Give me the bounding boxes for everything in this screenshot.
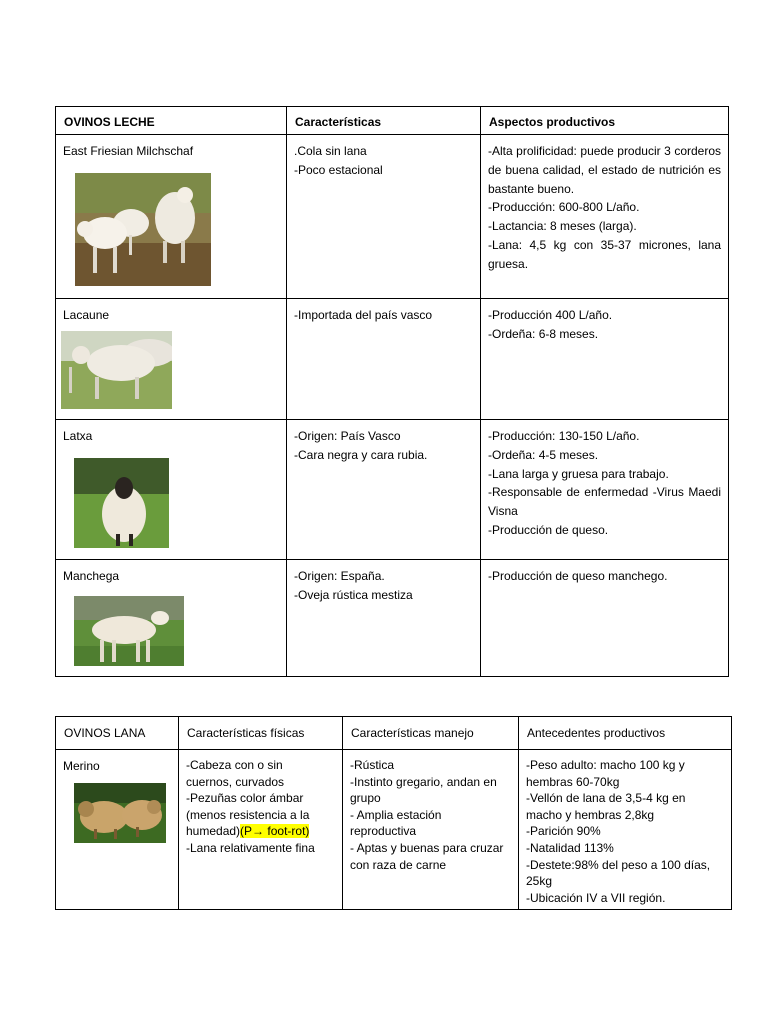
characteristic-item: -Origen: País Vasco [294,429,401,443]
productive-item: -Ordeña: 4-5 meses. [488,447,599,462]
productive-item: -Peso adulto: macho 100 kg y [526,758,685,772]
productive-item: -Lactancia: 8 meses (larga). [488,219,637,234]
productive-cell [481,299,729,420]
productive-cell [481,560,729,677]
productive-item: -Producción de queso. [488,522,609,537]
productive-item: -Ordeña: 6-8 meses. [488,326,599,341]
productive-item: -Lana larga y gruesa para trabajo. [488,466,669,481]
physical-item-text: humedad) [186,824,241,839]
productive-item: -Vellón de lana de 3,5-4 kg en [526,791,686,806]
management-item: grupo [350,791,381,806]
characteristics-cell [287,299,481,420]
highlighted-foot-rot: (P→ foot-rot) [240,824,310,839]
breed-name: Lacaune [63,308,110,322]
management-item: -Instinto gregario, andan en [350,774,497,789]
productive-cell [481,135,729,299]
physical-item [186,823,335,840]
physical-item: -Cabeza con o sin [186,758,283,772]
productive-item: -Alta prolificidad: puede producir 3 corderos de buena calidad, el estado de nutrición es bastante bueno. [488,144,721,196]
header-caracteristicas: Características [287,107,481,135]
table-header-row [56,717,732,750]
productive-item: -Producción: 600-800 L/año. [488,200,640,215]
header-ovinos-lana: OVINOS LANA [56,717,179,750]
management-item: -Rústica [350,758,395,772]
characteristic-item: -Oveja rústica mestiza [294,587,413,602]
characteristics-cell [287,420,481,560]
productive-item: -Producción 400 L/año. [488,308,613,322]
breed-name: East Friesian Milchschaf [63,144,194,158]
management-item: - Aptas y buenas para cruzar [350,840,504,855]
management-item: reproductiva [350,824,417,839]
productive-item: -Natalidad 113% [526,840,614,855]
productive-item: 25kg [526,874,553,889]
productive-item: -Producción de queso manchego. [488,569,668,583]
productive-item: -Ubicación IV a VII región. [526,890,666,905]
physical-item: -Lana relativamente fina [186,840,315,855]
management-item: con raza de carne [350,857,447,872]
header-antecedentes-productivos: Antecedentes productivos [519,717,732,750]
physical-cell [179,750,343,910]
productive-item: -Producción: 130-150 L/año. [488,429,640,443]
merino-photo [74,783,166,843]
productive-item: -Responsable de enfermedad -Virus Maedi Visna [488,485,721,519]
characteristic-item: -Cara negra y cara rubia. [294,447,428,462]
productive-item: -Lana: 4,5 kg con 35-37 micrones, lana gruesa. [488,237,721,271]
management-cell [343,750,519,910]
breed-name: Manchega [63,569,120,583]
header-caracteristicas-manejo: Características manejo [343,717,519,750]
physical-item: -Pezuñas color ámbar [186,791,304,806]
header-ovinos-leche: OVINOS LECHE [56,107,287,135]
productive-item: -Parición 90% [526,824,601,839]
productive-item: hembras 60-70kg [526,774,620,789]
productive-cell [519,750,732,910]
productive-cell [481,420,729,560]
productive-item: macho y hembras 2,8kg [526,807,655,822]
characteristics-cell [287,135,481,299]
characteristic-item: -Poco estacional [294,162,383,177]
header-caracteristicas-fisicas: Características físicas [179,717,343,750]
characteristic-item: .Cola sin lana [294,144,367,158]
physical-item: (menos resistencia a la [186,807,310,822]
breed-name: Latxa [63,429,93,443]
lacaune-photo [61,331,172,409]
physical-item: cuernos, curvados [186,774,285,789]
characteristic-item: -Importada del país vasco [294,308,433,322]
table-header-row [56,107,729,135]
breed-name: Merino [63,759,100,773]
characteristics-cell [287,560,481,677]
characteristic-item: -Origen: España. [294,569,385,583]
productive-item: -Destete:98% del peso a 100 días, [526,857,711,872]
manchega-photo [74,596,184,666]
east-friesian-photo [75,173,211,286]
latxa-photo [74,458,169,548]
management-item: - Amplia estación [350,807,442,822]
header-aspectos-productivos: Aspectos productivos [481,107,729,135]
